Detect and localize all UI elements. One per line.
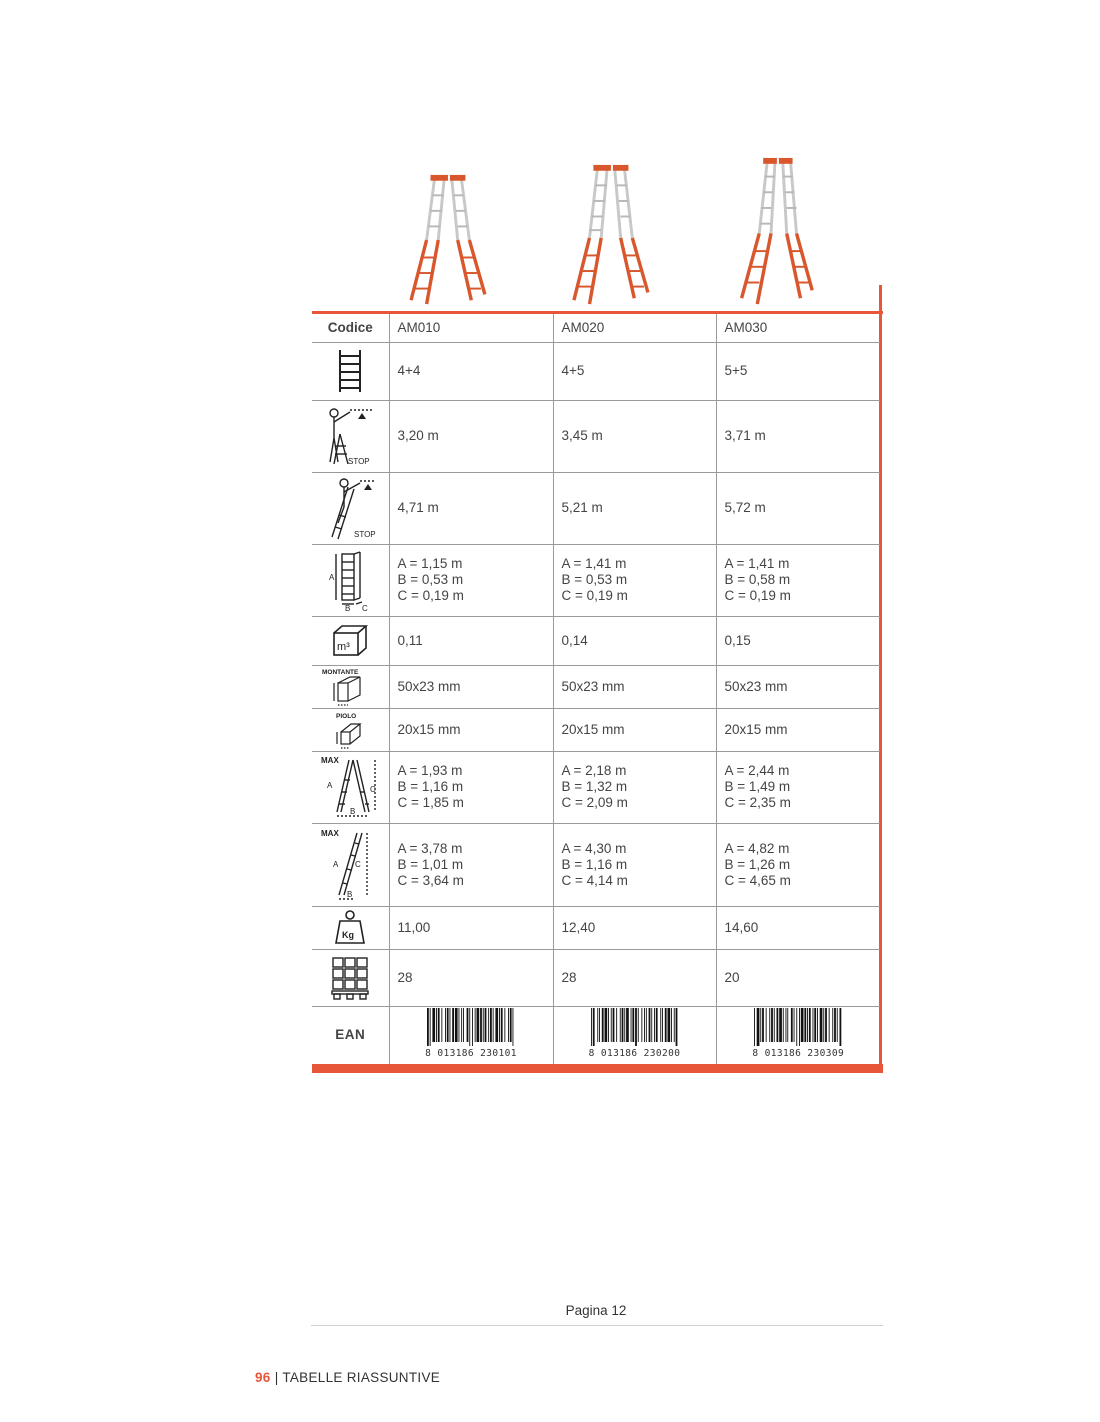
footer-divider: [311, 1325, 883, 1326]
table-row: [312, 314, 880, 342]
dim-a-label: A: [327, 781, 333, 790]
table-row: [312, 751, 880, 823]
product-image-am020: [553, 162, 663, 308]
ladder-max-cell: A = 2,18 m B = 1,32 m C = 2,09 m: [553, 751, 716, 823]
max-label: MAX: [321, 828, 340, 838]
reach-extended-cell: 5,72 m: [716, 472, 880, 544]
extended-max-cell: A = 4,30 m B = 1,16 m C = 4,14 m: [553, 823, 716, 906]
code-cell: AM030: [716, 314, 880, 342]
closed-dimensions-icon: [312, 544, 389, 616]
table-row: [312, 906, 880, 949]
volume-cell: 0,11: [389, 616, 553, 665]
kg-label: Kg: [342, 929, 355, 940]
ean-label: EAN: [312, 1006, 389, 1064]
rung-section-cell: 20x15 mm: [553, 708, 716, 751]
volume-cell: 0,15: [716, 616, 880, 665]
rungs-cell: 4+5: [553, 342, 716, 400]
table-row: [312, 472, 880, 544]
dim-a-label: A: [329, 573, 335, 582]
weight-cell: 12,40: [553, 906, 716, 949]
dim-b-label: B: [350, 807, 356, 816]
max-label: MAX: [321, 756, 340, 765]
stair-reach-icon: [312, 400, 389, 472]
reach-extended-cell: 5,21 m: [553, 472, 716, 544]
closed-dims-cell: A = 1,15 m B = 0,53 m C = 0,19 m: [389, 544, 553, 616]
weight-cell: 11,00: [389, 906, 553, 949]
dim-b-label: B: [347, 889, 353, 899]
reach-stair-cell: 3,20 m: [389, 400, 553, 472]
pallet-cell: 28: [389, 949, 553, 1006]
page-label: Pagina 12: [565, 1303, 627, 1318]
m3-label: m³: [337, 640, 351, 653]
table-row: [312, 823, 880, 906]
reach-stair-cell: 3,45 m: [553, 400, 716, 472]
page-number: 96: [255, 1370, 271, 1385]
dim-c-label: C: [370, 785, 377, 794]
rung-section-cell: 20x15 mm: [716, 708, 880, 751]
code-header: Codice: [312, 314, 389, 342]
stop-label: STOP: [354, 530, 376, 539]
volume-cell: 0,14: [553, 616, 716, 665]
product-image-am030: [717, 155, 827, 308]
code-cell: AM020: [553, 314, 716, 342]
ladder-max-cell: A = 1,93 m B = 1,16 m C = 1,85 m: [389, 751, 553, 823]
ladder-photo: [553, 162, 663, 308]
footer-separator: |: [274, 1370, 279, 1385]
barcode-bars: [752, 1008, 844, 1046]
code-cell: AM010: [389, 314, 553, 342]
spec-table: [312, 314, 880, 1064]
extended-max-cell: A = 4,82 m B = 1,26 m C = 4,65 m: [716, 823, 880, 906]
ladder-rungs-icon: [312, 342, 389, 400]
ladder-photo: [392, 172, 502, 308]
closed-dims-cell: A = 1,41 m B = 0,58 m C = 0,19 m: [716, 544, 880, 616]
weight-cell: 14,60: [716, 906, 880, 949]
ean-number: 8 013186 230200: [588, 1048, 681, 1060]
barcode-bars: [425, 1008, 517, 1046]
rungs-cell: 5+5: [716, 342, 880, 400]
product-image-am010: [392, 172, 502, 308]
straight-ladder-max-icon: [312, 823, 389, 906]
upright-profile-icon: [312, 665, 389, 708]
table-row: [312, 616, 880, 665]
ean-number: 8 013186 230101: [425, 1048, 517, 1060]
pallet-icon: [312, 949, 389, 1006]
ladder-photo: [717, 155, 827, 308]
ladder-max-cell: A = 2,44 m B = 1,49 m C = 2,35 m: [716, 751, 880, 823]
ean-number: 8 013186 230309: [752, 1048, 845, 1060]
footer: [255, 1370, 440, 1385]
piolo-label: PIOLO: [336, 712, 357, 720]
table-row: [312, 708, 880, 751]
rung-section-cell: 20x15 mm: [389, 708, 553, 751]
table-row: [312, 665, 880, 708]
table-row: [312, 544, 880, 616]
upright-cell: 50x23 mm: [553, 665, 716, 708]
table-row: [312, 1006, 880, 1064]
dim-c-label: C: [355, 859, 362, 869]
montante-label: MONTANTE: [322, 668, 359, 676]
reach-stair-cell: 3,71 m: [716, 400, 880, 472]
rungs-cell: 4+4: [389, 342, 553, 400]
table-row: [312, 400, 880, 472]
pallet-cell: 20: [716, 949, 880, 1006]
pallet-cell: 28: [553, 949, 716, 1006]
extended-reach-icon: [312, 472, 389, 544]
dim-a-label: A: [333, 859, 339, 869]
stepladder-max-icon: [312, 751, 389, 823]
barcode-bars: [589, 1008, 681, 1046]
table-row: [312, 949, 880, 1006]
stop-label: STOP: [348, 457, 370, 466]
table-bottom-rule: [312, 1064, 883, 1073]
upright-cell: 50x23 mm: [389, 665, 553, 708]
weight-icon: [312, 906, 389, 949]
dim-b-label: B: [345, 604, 351, 612]
rung-profile-icon: [312, 708, 389, 751]
barcode: [553, 1006, 716, 1064]
barcode: [716, 1006, 880, 1064]
dim-c-label: C: [362, 604, 369, 612]
reach-extended-cell: 4,71 m: [389, 472, 553, 544]
barcode: [389, 1006, 553, 1064]
extended-max-cell: A = 3,78 m B = 1,01 m C = 3,64 m: [389, 823, 553, 906]
volume-icon: [312, 616, 389, 665]
section-title: TABELLE RIASSUNTIVE: [282, 1370, 441, 1385]
table-row: [312, 342, 880, 400]
closed-dims-cell: A = 1,41 m B = 0,53 m C = 0,19 m: [553, 544, 716, 616]
upright-cell: 50x23 mm: [716, 665, 880, 708]
